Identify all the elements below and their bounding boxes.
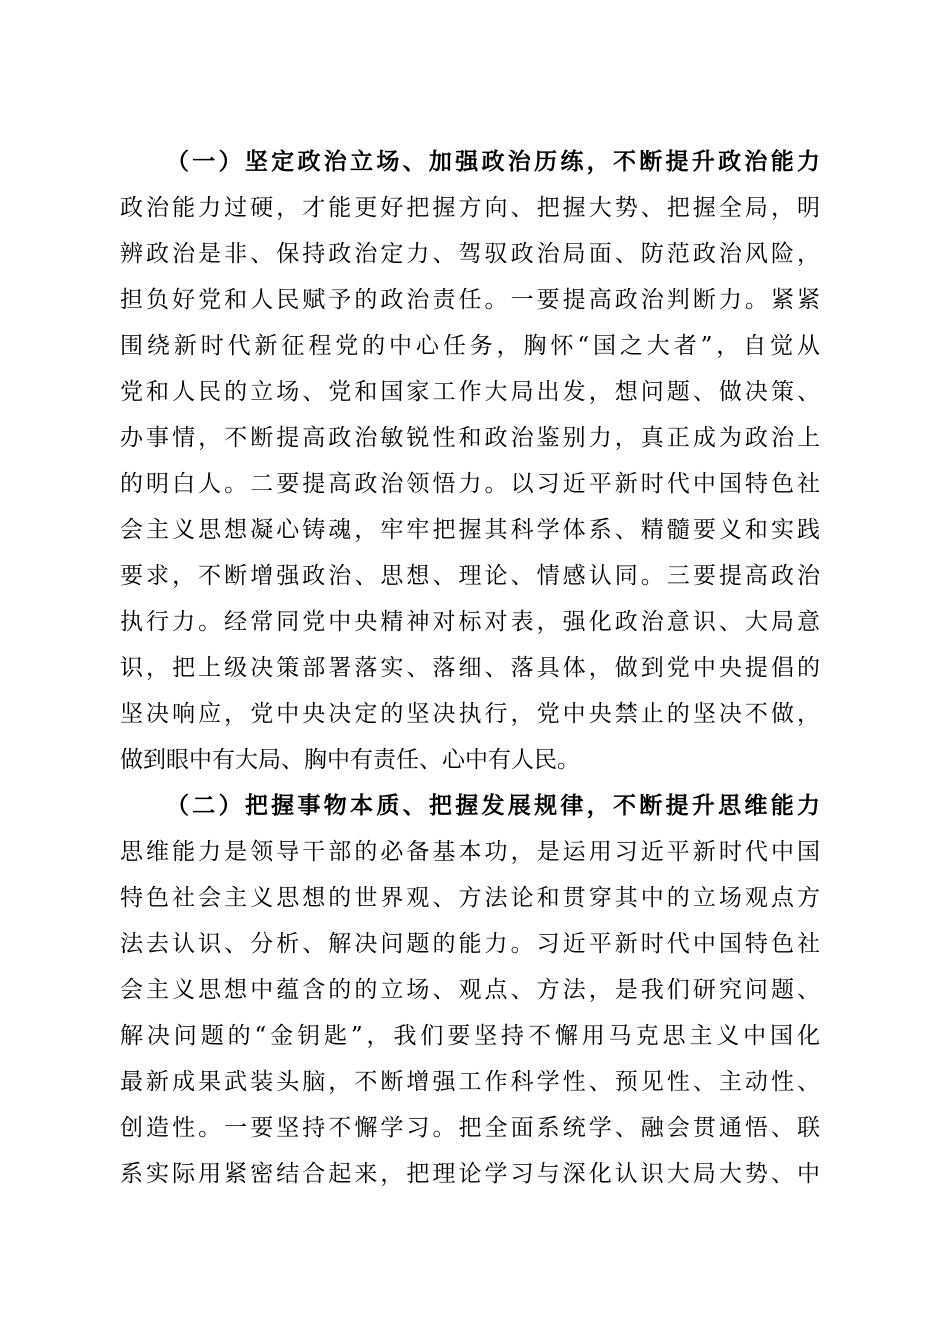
body-line: 政治能力过硬，才能更好把握方向、把握大势、把握全局，明 bbox=[120, 195, 820, 221]
body-line: 识，把上级决策部署落实、落细、落具体，做到党中央提倡的 bbox=[120, 655, 820, 681]
body-line: 的明白人。二要提高政治领悟力。以习近平新时代中国特色社 bbox=[120, 471, 820, 497]
body-line: 法去认识、分析、解决问题的能力。习近平新时代中国特色社 bbox=[120, 931, 820, 957]
body-line: 担负好党和人民赋予的政治责任。一要提高政治判断力。紧紧 bbox=[120, 287, 820, 313]
body-line: 辨政治是非、保持政治定力、驾驭政治局面、防范政治风险， bbox=[120, 241, 820, 267]
body-line: 会主义思想凝心铸魂，牢牢把握其科学体系、精髓要义和实践 bbox=[120, 517, 820, 543]
body-line: 会主义思想中蕴含的的立场、观点、方法，是我们研究问题、 bbox=[120, 977, 820, 1003]
body-line: 执行力。经常同党中央精神对标对表，强化政治意识、大局意 bbox=[120, 609, 820, 635]
section-heading-2: （二）把握事物本质、把握发展规律，不断提升思维能力 bbox=[166, 793, 820, 819]
body-line: 围绕新时代新征程党的中心任务，胸怀“国之大者”，自觉从 bbox=[120, 333, 820, 359]
body-line: 系实际用紧密结合起来，把理论学习与深化认识大局大势、中 bbox=[120, 1161, 820, 1187]
section-heading-1: （一）坚定政治立场、加强政治历练，不断提升政治能力 bbox=[166, 149, 820, 175]
body-line: 做到眼中有大局、胸中有责任、心中有人民。 bbox=[120, 747, 580, 773]
body-line: 办事情，不断提高政治敏锐性和政治鉴别力，真正成为政治上 bbox=[120, 425, 820, 451]
body-line: 解决问题的“金钥匙”，我们要坚持不懈用马克思主义中国化 bbox=[120, 1023, 820, 1049]
body-line: 坚决响应，党中央决定的坚决执行，党中央禁止的坚决不做， bbox=[120, 701, 820, 727]
body-line: 创造性。一要坚持不懈学习。把全面系统学、融会贯通悟、联 bbox=[120, 1115, 820, 1141]
body-line: 最新成果武装头脑，不断增强工作科学性、预见性、主动性、 bbox=[120, 1069, 820, 1095]
body-line: 要求，不断增强政治、思想、理论、情感认同。三要提高政治 bbox=[120, 563, 820, 589]
body-line: 党和人民的立场、党和国家工作大局出发，想问题、做决策、 bbox=[120, 379, 820, 405]
body-line: 思维能力是领导干部的必备基本功，是运用习近平新时代中国 bbox=[120, 839, 820, 865]
body-line: 特色社会主义思想的世界观、方法论和贯穿其中的立场观点方 bbox=[120, 885, 820, 911]
